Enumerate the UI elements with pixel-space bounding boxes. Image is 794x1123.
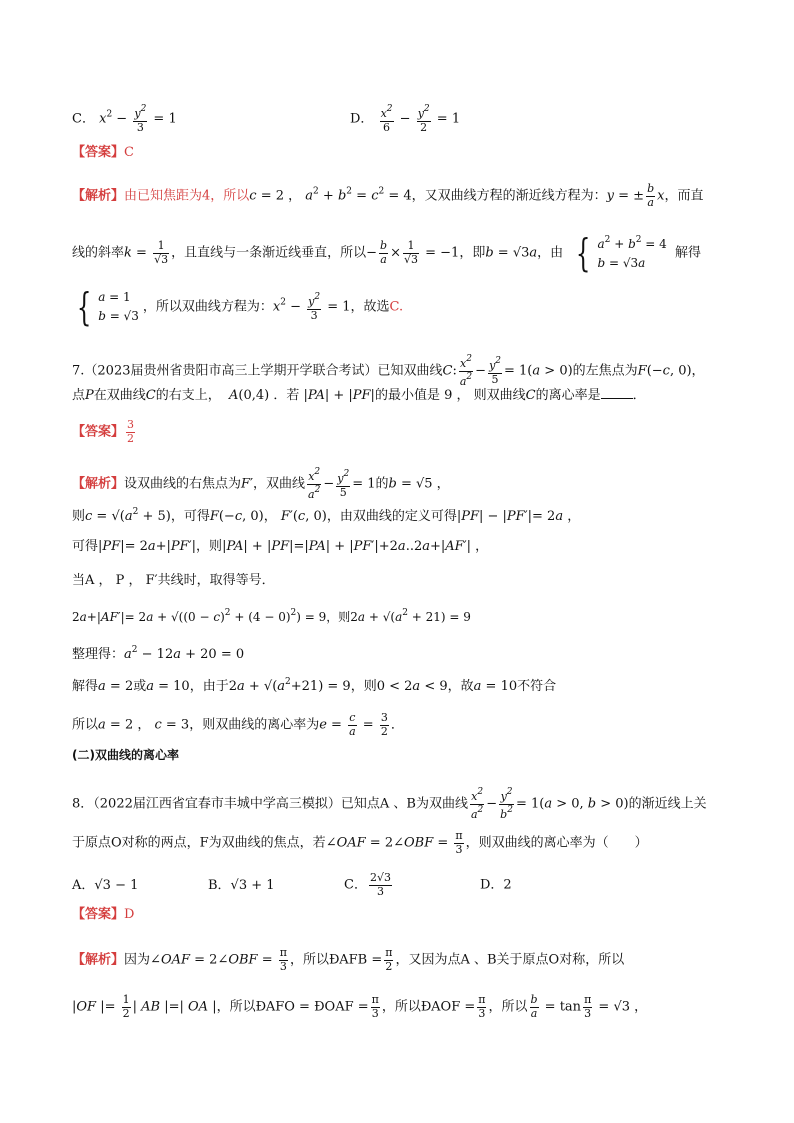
q7-analysis-line-5: $2a+|AF'|= 2a + √((0 - c)^2 + (4 - 0)^2) = 9$，则$2a + √(a^2 + 21) = 9$ <box>72 608 471 624</box>
q7-analysis-line-8: 所以a = 2 ， c = 3，则双曲线的离心率为e = $\frac{c}{a}$ = $\frac{3}{2}$ ． <box>72 711 404 738</box>
option-c-label: C． <box>72 111 95 127</box>
q7-analysis-line-3: 可得|PF|= 2a+|PF′|，则|PA| + |PF|=|PA| + |PF′|+2a..2a+|AF′| ， <box>72 539 489 554</box>
q8-answer: 【答案】D <box>72 907 135 922</box>
q6-answer-value: C <box>124 145 134 160</box>
option-d: D． $\frac{x^2}{6}$ − $\frac{y^2}{2}$ = 1 <box>350 104 461 134</box>
q7-analysis-line-4: 当A ， P ， F′共线时，取得等号． <box>72 573 275 588</box>
q8-options <box>72 872 512 898</box>
q7-analysis-line-7: 解得a = 2或a = 10，由于$2a + √(a^2+21) = 9$，则0 < 2a < 9，故a = 10不符合 <box>72 677 557 694</box>
q7-analysis-line-6: 整理得：$a^2 - 12a + 20 = 0$ <box>72 645 245 662</box>
q7-analysis-line-1: 【解析】设双曲线的右焦点为F′，双曲线 $\frac{x^2}{a^2}$ − $\frac{y^2}{5}$ = 1的b = √5 ， <box>72 467 450 501</box>
q6-analysis-line-3: { a = 1 b = √3 ，所以双曲线方程为：$x^2$ − $\frac{y^2}{3}$ = 1，故选C. <box>76 285 404 330</box>
answer-tag: 【答案】 <box>72 145 125 160</box>
q8-option-c: C． $\frac{2√3}{3}$ <box>344 871 391 898</box>
q6-answer <box>72 146 134 159</box>
q7-stem-line-2: 点P在双曲线C的右支上， A(0,4) ．若 |PA| + |PF|的最小值是 9 ， 则双曲线C的离心率是 ． <box>72 388 646 403</box>
q7-answer: 【答案】 $\frac{3}{2}$ <box>72 418 135 445</box>
q8-analysis-line-1: 【解析】因为∠OAF = 2∠OBF = $\frac{\pi}{3}$ ，所以ÐAFB = $\frac{\pi}{2}$ ，又因为点A 、B关于原点O对称，所以 <box>72 946 625 973</box>
q8-stem-line-1: 8．（2022届江西省宜春市丰城中学高三模拟）已知点A 、B为双曲线 $\frac{x^2}{a^2}$ − $\frac{y^2}{b^2}$ = 1(a > 0, b > 0)的渐近线上关 <box>72 787 707 821</box>
answer-blank <box>601 398 633 399</box>
q8-analysis-line-2: |OF |= $\frac{1}{2}$ | AB |=| OA |，所以ÐAFO = ÐOAF = $\frac{\pi}{3}$ ，所以ÐAOF = $\frac{\pi}{3}$ ，所以 $\frac{b}{a}$ = tan $\frac{\pi}{3}$ = √3 ， <box>72 993 648 1020</box>
equation-system: { $a^2 + b^2 = 4$ b = √3a <box>576 231 667 276</box>
q8-option-b: B．√3 + 1 <box>208 877 275 893</box>
q8-option-d: D．2 <box>480 877 512 893</box>
section-heading: (二)双曲线的离心率 <box>72 748 179 762</box>
q8-option-a: A．√3 − 1 <box>72 877 139 893</box>
option-c: C． $x^2$ − $\frac{y^2}{3}$ = 1 <box>72 104 177 134</box>
q8-stem-line-2: 于原点O对称的两点，F为双曲线的焦点，若∠OAF = 2∠OBF = $\frac{\pi}{3}$ ，则双曲线的离心率为（ ） <box>72 829 648 856</box>
q8-answer-value: D <box>124 907 135 922</box>
q6-analysis-line-2: 线的斜率k = $\frac{1}{√3}$ ，且直线与一条渐近线垂直，所以− $\frac{b}{a}$ × $\frac{1}{√3}$ = −1，即b = √3a，由 { $a^2 + b^2 = 4$ b = √3a 解得 <box>72 231 701 276</box>
q7-analysis-line-2: 则$c = √(a^2 + 5)$，可得F(−c, 0)， F′(c, 0)，由双曲线的定义可得|PF| − |PF′|= 2a ， <box>72 507 581 524</box>
q6-analysis-line-1: 【解析】由已知焦距为4，所以c = 2 ， $a^2 + b^2 = c^2 = 4$，又双曲线方程的渐近线方程为：y = ± $\frac{b}{a}$ x，而直 <box>72 182 704 209</box>
q7-stem-line-1: 7.（2023届贵州省贵阳市高三上学期开学联合考试）已知双曲线C: $\frac{x^2}{a^2}$ − $\frac{y^2}{5}$ = 1(a > 0)的左焦点为F(−c, 0)， <box>72 354 705 388</box>
